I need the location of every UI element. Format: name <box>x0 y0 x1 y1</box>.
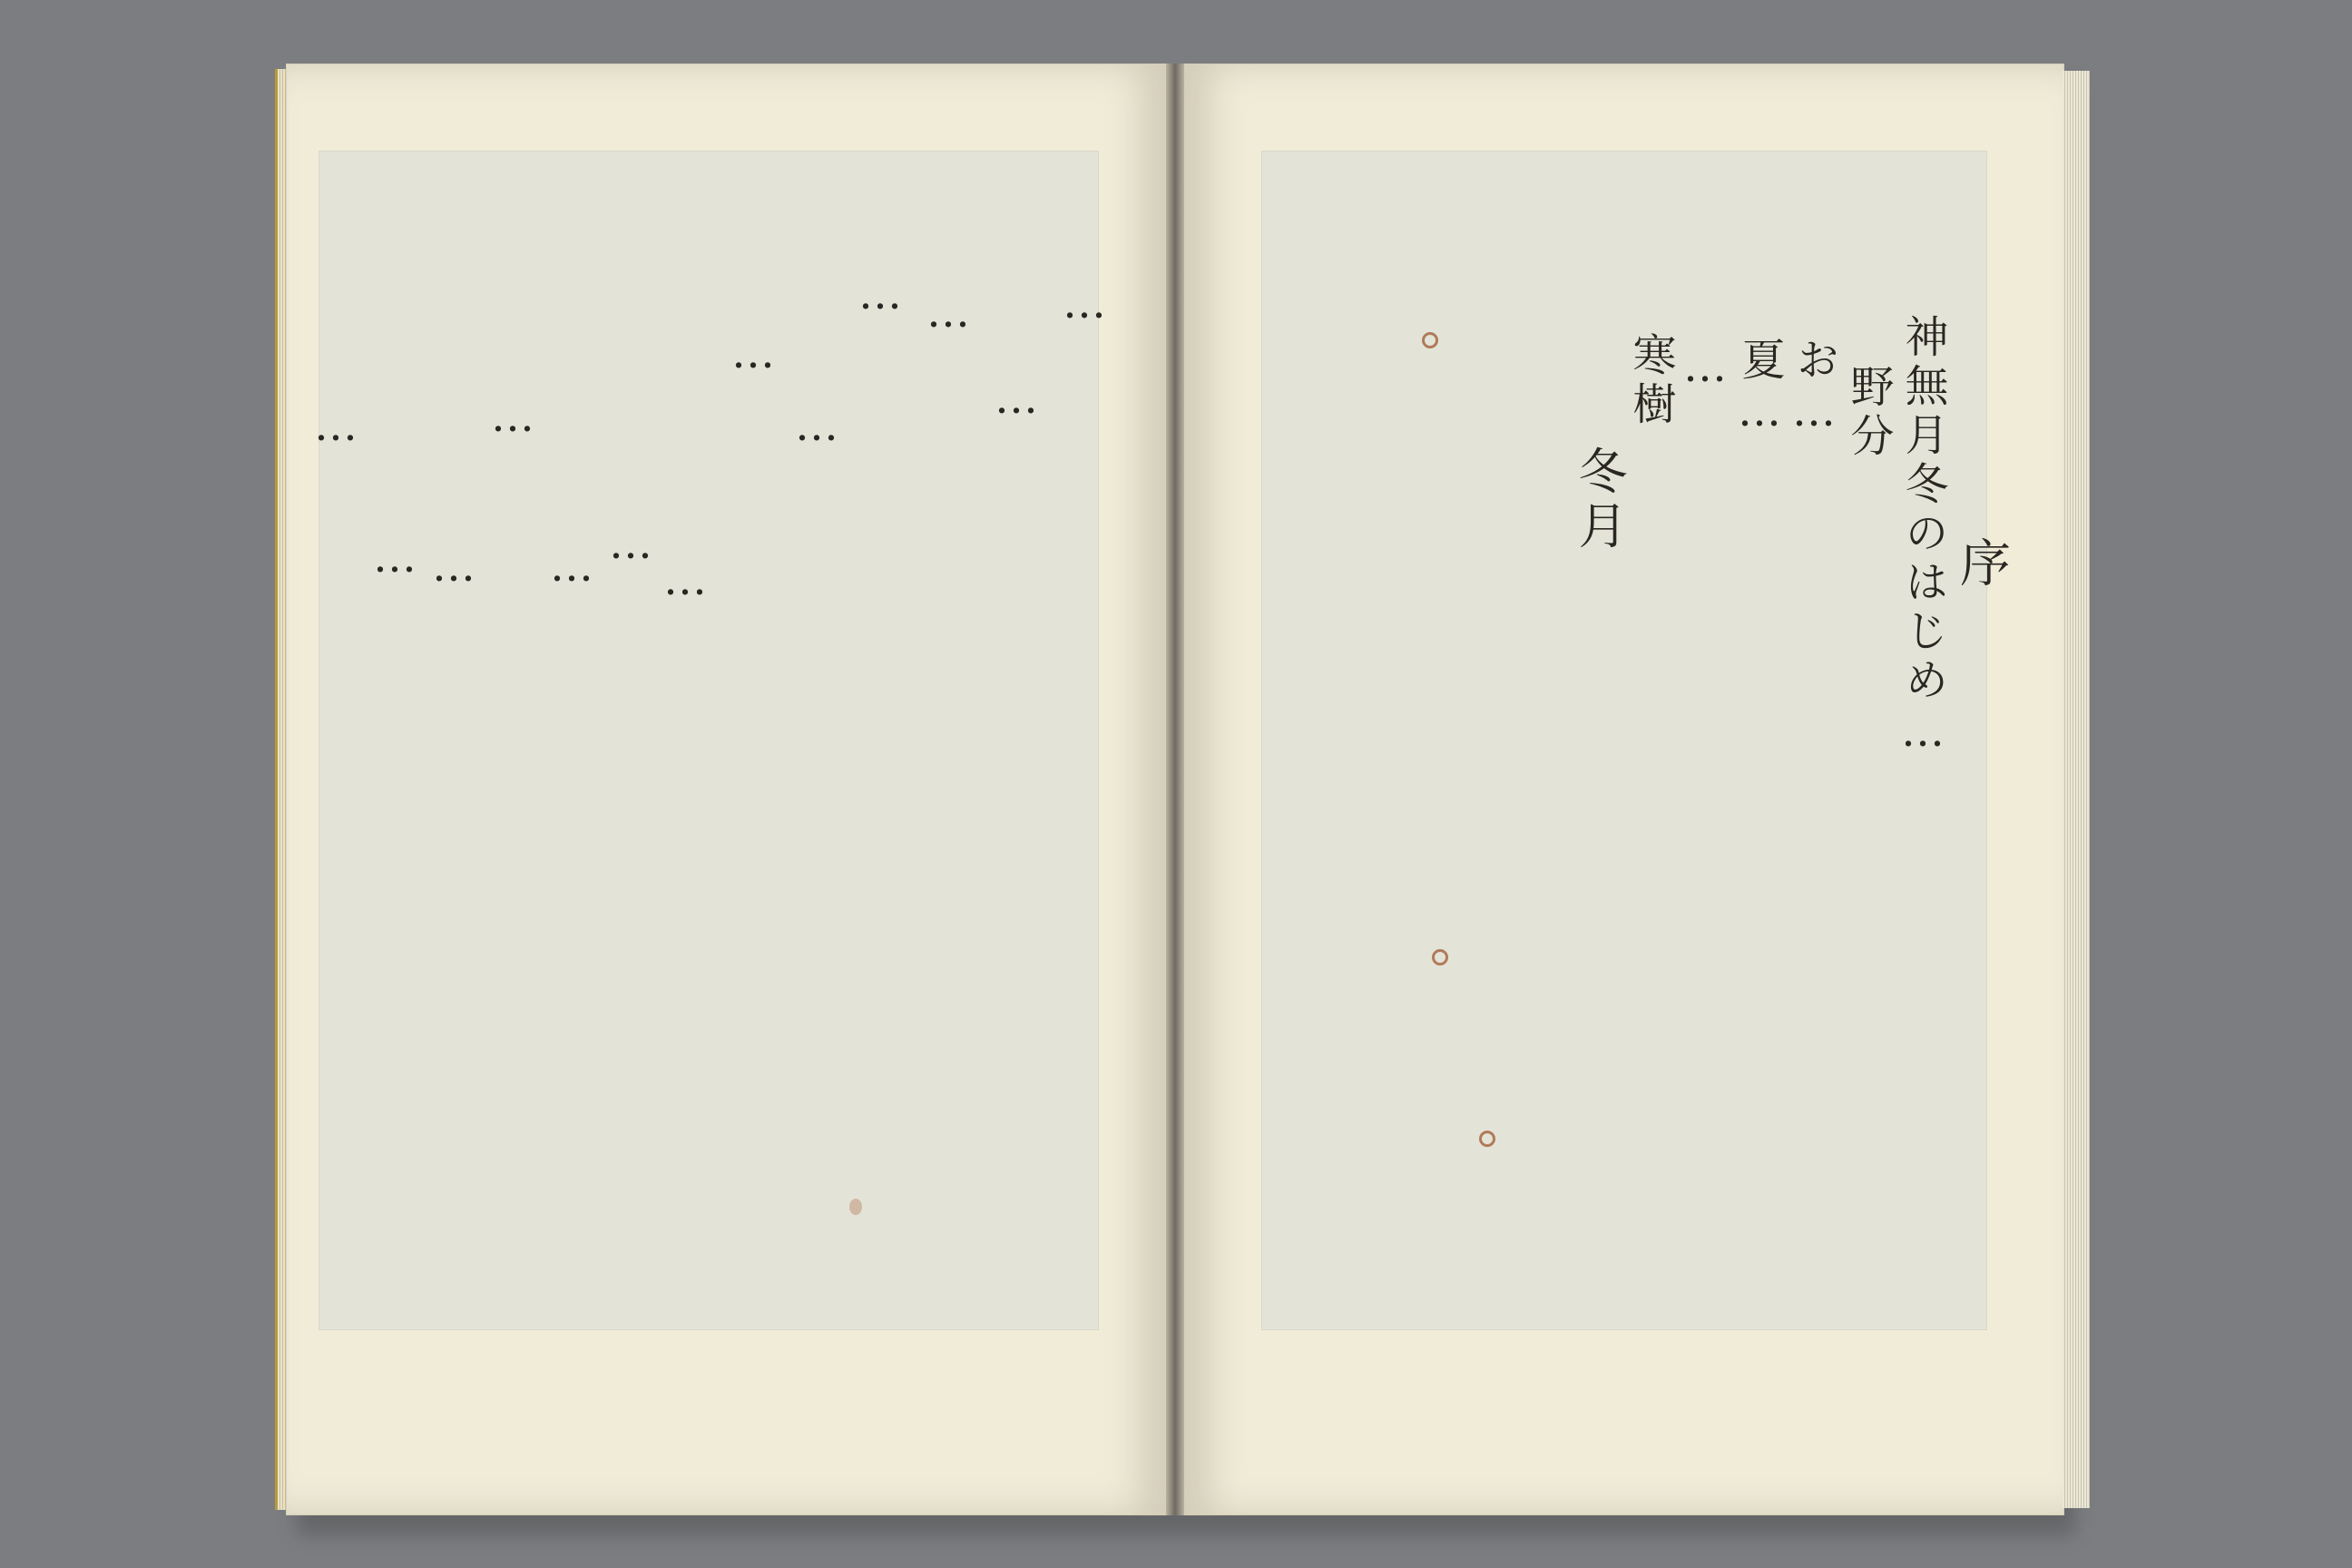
left-column-4: … <box>855 269 906 325</box>
left-page <box>286 64 1166 1515</box>
right-column-3: 野分 <box>1843 364 1894 462</box>
left-text-panel <box>318 151 1099 1330</box>
left-column-9: … <box>546 541 597 597</box>
right-column-8: 冬月 <box>1571 446 1628 554</box>
left-column-2: … <box>991 373 1042 429</box>
left-column-12: … <box>369 532 420 588</box>
red-circle-mark <box>1479 1131 1495 1147</box>
open-book <box>286 64 2064 1515</box>
right-column-4: お… <box>1788 337 1839 442</box>
right-text-panel <box>1261 151 1987 1330</box>
foxing-spot <box>849 1199 862 1215</box>
right-column-7: 寒樹 <box>1625 332 1676 430</box>
right-fore-edge <box>2063 71 2090 1508</box>
left-column-7: … <box>660 554 710 611</box>
right-column-5: 夏… <box>1734 337 1785 442</box>
left-column-10: … <box>487 391 538 447</box>
right-column-1: 序 <box>1952 536 2011 593</box>
left-column-8: … <box>605 518 656 574</box>
left-column-11: … <box>428 541 479 597</box>
left-column-6: … <box>728 328 779 384</box>
left-column-13: … <box>310 400 361 456</box>
red-circle-mark <box>1432 949 1448 965</box>
right-column-6: … <box>1680 341 1730 397</box>
right-column-2: 神無月冬のはじめ… <box>1897 314 1948 762</box>
red-circle-mark <box>1422 332 1438 348</box>
left-column-1: … <box>1059 278 1110 334</box>
right-page <box>1184 64 2064 1515</box>
left-column-3: … <box>923 287 974 343</box>
book-gutter <box>1166 64 1184 1515</box>
left-column-5: … <box>791 400 842 456</box>
